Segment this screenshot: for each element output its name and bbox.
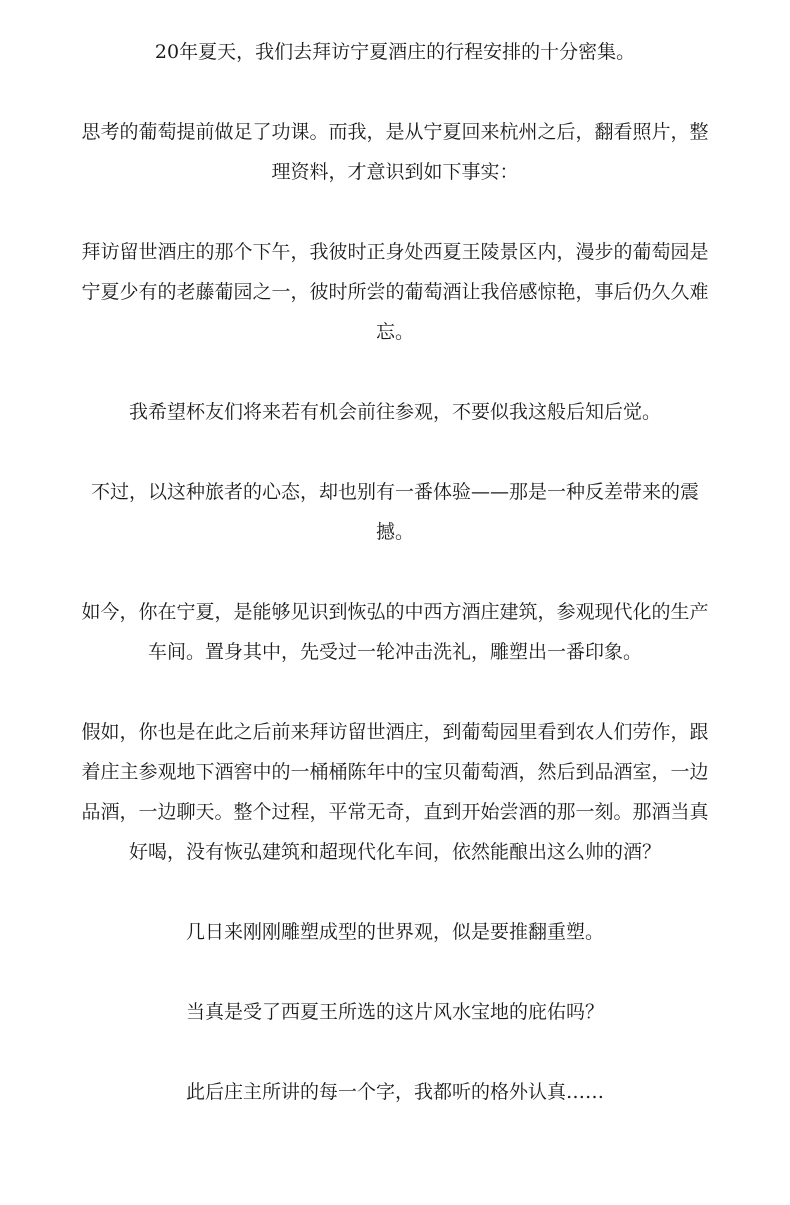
paragraph-10: 此后庄主所讲的每一个字，我都听的格外认真…… — [185, 1081, 604, 1103]
paragraph-2: 思考的葡萄提前做足了功课。而我，是从宁夏回来杭州之后，翻看照片，整理资料，才意识到如下事实： — [81, 121, 709, 183]
paragraph-5: 不过，以这种旅者的心态，却也别有一番体验——那是一种反差带来的震撼。 — [90, 481, 699, 543]
paragraph-8: 几日来刚刚雕塑成型的世界观，似是要推翻重塑。 — [185, 921, 604, 943]
paragraph-gap — [80, 672, 710, 712]
paragraph-1: 20年夏天，我们去拜访宁夏酒庄的行程安排的十分密集。 — [154, 41, 636, 63]
paragraph-6: 如今，你在宁夏，是能够见识到恢弘的中西方酒庄建筑，参观现代化的生产车间。置身其中，先受过一轮冲击洗礼，雕塑出一番印象。 — [81, 601, 709, 663]
paragraph-4: 我希望杯友们将来若有机会前往参观，不要似我这般后知后觉。 — [128, 401, 661, 423]
paragraph-gap — [80, 1032, 710, 1072]
paragraph-gap — [80, 352, 710, 392]
paragraph-3: 拜访留世酒庄的那个下午，我彼时正身处西夏王陵景区内，漫步的葡萄园是宁夏少有的老藤葡园之一，彼时所尝的葡萄酒让我倍感惊艳，事后仍久久难忘。 — [81, 241, 709, 343]
paragraph-gap — [80, 872, 710, 912]
paragraph-7: 假如，你也是在此之后前来拜访留世酒庄，到葡萄园里看到农人们劳作，跟着庄主参观地下酒窖中的一桶桶陈年中的宝贝葡萄酒，然后到品酒室，一边品酒，一边聊天。整个过程，平常无奇，直到开始尝酒的那一刻。那酒当真好喝，没有恢弘建筑和超现代化车间，依然能酿出这么帅的酒？ — [81, 721, 709, 863]
paragraph-gap — [80, 72, 710, 112]
paragraph-gap — [80, 432, 710, 472]
paragraph-gap — [80, 192, 710, 232]
paragraph-9: 当真是受了西夏王所选的这片风水宝地的庇佑吗？ — [185, 1001, 604, 1023]
paragraph-gap — [80, 552, 710, 592]
paragraph-gap — [80, 952, 710, 992]
